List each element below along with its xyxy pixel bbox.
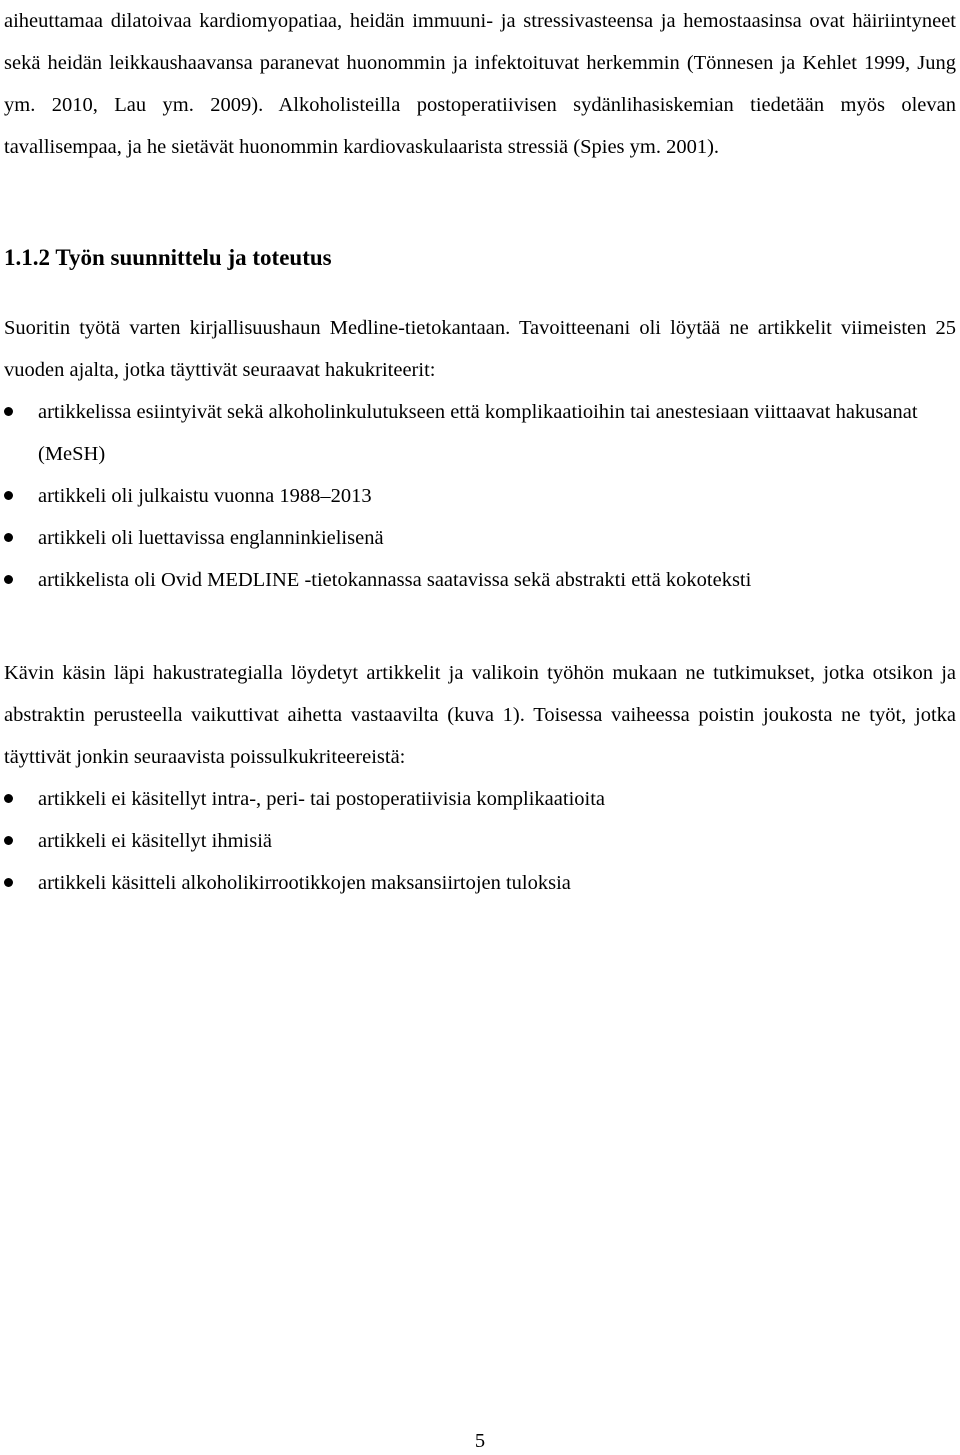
list-item: [4, 517, 956, 559]
list-item: [4, 862, 956, 904]
list-item-text: artikkeli oli julkaistu vuonna 1988–2013: [38, 485, 372, 507]
list-item: [4, 475, 956, 517]
list-item-text: artikkeli ei käsitellyt intra-, peri- tai postoperatiivisia komplikaatioita: [38, 788, 606, 810]
list-item: [4, 820, 956, 862]
list-item: [4, 559, 956, 601]
list-item: [4, 778, 956, 820]
bullet-icon: [4, 533, 13, 542]
inclusion-criteria-list: [4, 391, 956, 601]
selection-block: [4, 652, 956, 904]
list-item-text: artikkeli oli luettavissa englanninkielisenä: [38, 527, 384, 549]
selection-paragraph: Kävin käsin läpi hakustrategialla löydetyt artikkelit ja valikoin työhön mukaan ne tutkimukset, jotka otsikon ja abstraktin perusteella vaikuttivat aihetta vastaavilta (kuva 1). Toisessa vaiheessa poistin joukosta ne työt, jotka täyttivät jonkin seuraavista poissulkukriteereistä:: [4, 662, 956, 768]
page-number: 5: [474, 1430, 486, 1452]
bullet-icon: [4, 491, 13, 500]
search-block: [4, 307, 956, 601]
list-item-text: artikkelista oli Ovid MEDLINE -tietokannassa saatavissa sekä abstrakti että kokoteksti: [38, 569, 752, 591]
section-heading: 1.1.2 Työn suunnittelu ja toteutus: [4, 245, 332, 270]
search-paragraph: Suoritin työtä varten kirjallisuushaun Medline-tietokantaan. Tavoitteenani oli löytää ne artikkelit viimeisten 25 vuoden ajalta, jotka täyttivät seuraavat hakukriteerit:: [4, 317, 956, 381]
exclusion-criteria-list: [4, 778, 956, 904]
list-item: [4, 391, 956, 475]
list-item-text: artikkeli käsitteli alkoholikirrootikkojen maksansiirtojen tuloksia: [38, 872, 571, 894]
bullet-icon: [4, 836, 13, 845]
intro-paragraph: aiheuttamaa dilatoivaa kardiomyopatiaa, heidän immuuni- ja stressivasteensa ja hemostaasinsa ovat häiriintyneet sekä heidän leikkaushaavansa paranevat huonommin ja infektoituvat herkemmin (Tönnesen ja Kehlet 1999, Jung ym. 2010, Lau ym. 2009). Alkoholisteilla postoperatiivisen sydänlihasiskemian tiedetään myös olevan tavallisempaa, ja he sietävät huonommin kardiovaskulaarista stressiä (Spies ym. 2001).: [4, 10, 956, 158]
list-item-text: artikkelissa esiintyivät sekä alkoholinkulutukseen että komplikaatioihin tai anestesiaan viittaavat hakusanat (MeSH): [38, 401, 918, 465]
bullet-icon: [4, 794, 13, 803]
list-item-text: artikkeli ei käsitellyt ihmisiä: [38, 830, 272, 852]
document-page: [4, 0, 956, 1451]
bullet-icon: [4, 407, 13, 416]
intro-block: [4, 0, 956, 168]
bullet-icon: [4, 575, 13, 584]
bullet-icon: [4, 878, 13, 887]
